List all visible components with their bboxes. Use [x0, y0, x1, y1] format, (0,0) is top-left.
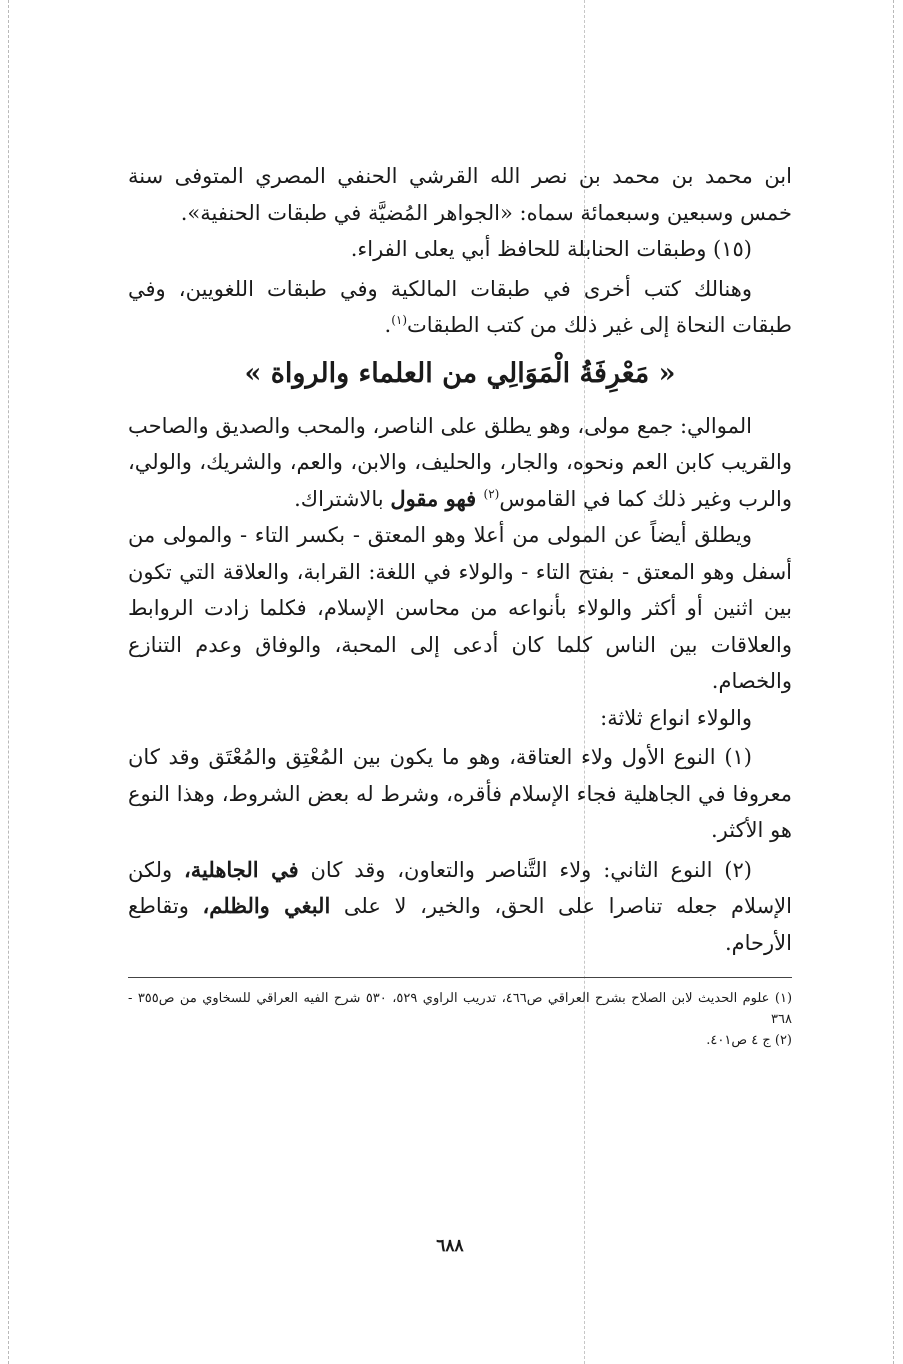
paragraph-type-two-a: (٢) النوع الثاني: ولاء التَّناصر والتعاون، وقد كان [298, 857, 752, 882]
paragraph-hanabila: (١٥) وطبقات الحنابلة للحافظ أبي يعلى الفراء. [350, 237, 752, 261]
page-body [128, 158, 792, 1051]
paragraph-other-books-text: وهنالك كتب أخرى في طبقات المالكية وفي طبقات اللغويين، وفي طبقات النحاة إلى غير ذلك من كتب الطبقات [128, 276, 792, 337]
paragraph-mawali-text: الموالي: جمع مولى، وهو يطلق على الناصر، والمحب والصديق والصاحب والقريب كابن العم ونحوه، والجار، والحليف، والابن، والعم، والشريك، والولي، والرب وغير ذلك كما في القاموس [128, 413, 792, 511]
paragraph-mawali-definition [128, 408, 792, 518]
paragraph-mawali-end: بالاشتراك. [294, 486, 391, 511]
paragraph-other-books-end: . [384, 313, 392, 337]
footnote-ref-1: (١) [391, 313, 408, 327]
paragraph-other-books [128, 271, 792, 344]
section-heading: « مَعْرِفَةُ الْمَوَالِي من العلماء والرواة » [244, 357, 676, 389]
paragraph-qurashi-book: ابن محمد بن محمد بن نصر الله القرشي الحنفي المصري المتوفى سنة خمس وسبعين وسبعمائة سماه: «الجواهر المُضيَّة في طبقات الحنفية». [128, 164, 792, 225]
footnote-ref-2: (٢) [483, 486, 500, 501]
paragraph-wala-types-intro: والولاء انواع ثلاثة: [600, 705, 752, 730]
footnote-separator [128, 977, 792, 978]
paragraph-mawali-bold: فهو مقول [390, 485, 484, 511]
left-margin-guide [8, 0, 9, 1364]
paragraph-type-two-bold-2: البغي والظلم، [202, 893, 331, 918]
footnote-2: (٢) ج ٤ ص٤٠١. [706, 1033, 792, 1048]
paragraph-type-two-bold-1: في الجاهلية، [184, 856, 299, 882]
paragraph-type-one: (١) النوع الأول ولاء العتاقة، وهو ما يكون بين المُعْتِق والمُعْتَق وقد كان معروفا في الجاهلية فجاء الإسلام فأقره، وشرط له بعض الشروط، وهذا النوع هو الأكثر. [128, 745, 792, 842]
paragraph-type-two-e: وتقاطع الأرحام. [128, 894, 792, 955]
paragraph-type-two [128, 852, 792, 962]
paragraph-type-two-c: ولكن الإسلام جعله تناصرا على الحق، والخير، لا على [128, 857, 792, 918]
page-number: ٦٨٨ [436, 1236, 464, 1256]
right-margin-guide [893, 0, 894, 1364]
paragraph-mawla-meanings: ويطلق أيضاً عن المولى من أعلا وهو المعتق - بكسر التاء - والمولى من أسفل وهو المعتق - بفتح التاء - والولاء في اللغة: القرابة، والعلاقة التي تكون بين اثنين أو أكثر والولاء بأنواعه من محاسن الإسلام، فكلما زادت الروابط والعلاقات بين الناس كلما كان أدعى إلى المحبة، والوفاق وعدم التنازع والخصام. [128, 523, 792, 693]
footnote-1: (١) علوم الحديث لابن الصلاح بشرح العراقي ص٤٦٦، تدريب الراوي ٥٢٩، ٥٣٠ شرح الفيه العراقي للسخاوي من ص٣٥٥ - ٣٦٨ [128, 991, 793, 1027]
